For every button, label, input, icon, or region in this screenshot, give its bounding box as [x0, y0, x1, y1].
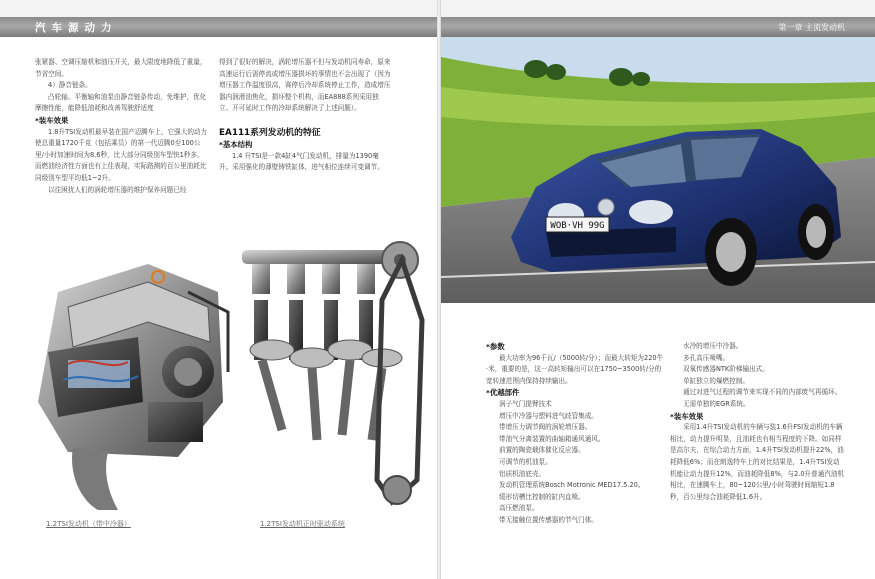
right-column-1 — [486, 341, 664, 527]
timing-drive-system-illustration — [232, 240, 432, 518]
list-item: 带增压力调节阀的涡轮增压器。 — [499, 423, 592, 432]
paragraph: 凸轮轴、平衡轴和油泵由静音链条传动，免维护，优化摩擦性能，能降低油耗和改善驾驶舒适度 — [35, 92, 207, 113]
paragraph: 1.4 升TSI是一款4缸4气门发动机，排量为1390毫升。采用强化的薄壁铸铁缸体，进气相位连续可变调节。 — [219, 151, 384, 172]
figure-caption: 1.2TSI发动机（带中冷器） — [46, 520, 131, 528]
paragraph: 4）静音链条。 — [48, 81, 92, 90]
paragraph: 得到了很好的解决，涡轮增压器不但与发动机同寿命，原来高速运行后需停流或增压器损坏的事情也不会出现了（因为增压器工作温度很高，赛停后冷却系统停止工作，造成增压器内润滑油焦化，损坏整个机构，而EA888系列采用独立、开可延时工作的冷却系统解决了上述问题）。 — [219, 58, 391, 113]
list-item: 可调节的机油泵。 — [499, 457, 552, 466]
vw-golf-photo — [441, 37, 875, 303]
chapter-title: 第一章 主流发动机 — [778, 23, 845, 32]
paragraph: 最大功率为96千瓦/（5000转/分）；而最大转矩为220牛·米，重要的是，这一高转矩输出可以在1750~3500转/分的宽转速范围内保持持续输出。 — [486, 353, 664, 385]
engine-with-intercooler-illustration — [28, 252, 233, 514]
list-item: 高压燃油泵。 — [499, 504, 539, 513]
paragraph: 以往困扰人们的涡轮增压器的维护保养问题已经 — [48, 185, 187, 194]
car-photo — [441, 37, 875, 303]
paragraph: 采用1.4升TSI发动机的车辆与装1.6升FSI发动机的车辆相比，动力提升明显，且油耗也有相当程度的下降。如同样是高尔夫，在综合动力方面，1.4升TSI发动机提升22%，油耗降低6%；而在朗逸特车上的对比结果是，1.4升TSI发动机能让动力提升12%，而油耗降低8%，与2.0升普通汽油机相比，在速腾车上，80~120公里/小时驾驶时间缩短1.8秒，百公里综合油耗降低1.6升。 — [670, 423, 845, 501]
license-plate: WOB·VH 99G — [550, 221, 605, 231]
section-subheading: *装车效果 — [670, 411, 704, 421]
list-item: 通过对进气过程的调节来实现不同的内部废气再循环。 — [683, 388, 842, 397]
paragraph: 1.8升TSI发动机最早装在国产迈腾车上，它强大的动力使总重量1720千克（包括乘员）的第一代迈腾0至100公里/小时加速时间为8.6秒，比大部分同级别车型快1秒多。而燃油经济性方面也有上佳表现，实际路测的百公里油耗比同级别车型平均低1~2升。 — [35, 127, 208, 182]
right-column-2 — [670, 341, 845, 503]
list-item: 双氧传感器NTK阶梯输出式。 — [683, 365, 769, 374]
list-item: 带无接触位置传感器的节气门体。 — [499, 515, 598, 524]
book-title: 汽车源动力 — [35, 22, 118, 34]
left-page-header — [0, 17, 437, 37]
left-column-1 — [35, 57, 208, 196]
section-subheading: *基本结构 — [219, 139, 253, 149]
section-subheading: *参数 — [486, 342, 505, 351]
section-subheading: *装车效果 — [35, 115, 69, 125]
list-item: 涡子气门提臂技术 — [499, 399, 552, 408]
list-item: 无需单独的EGR系统。 — [683, 399, 750, 408]
section-heading: EA111系列发动机的特征 — [219, 127, 321, 138]
list-item: 单缸独立的爆燃控制。 — [683, 376, 749, 385]
paragraph: 张紧器、空调压缩机和油压开关，最大限度地降低了重量，节省空间。 — [35, 58, 207, 78]
section-subheading: *优越部件 — [486, 388, 520, 398]
list-item: 多孔高压喷嘴。 — [683, 353, 730, 362]
list-item: 增压中冷器与塑料进气歧管集成。 — [499, 411, 598, 420]
list-item: 铝质机油底壳。 — [499, 469, 546, 478]
right-page-header — [441, 17, 875, 37]
list-item: 带油气分离装置的曲轴箱通风通风。 — [499, 434, 605, 443]
figure-caption: 1.2TSI发动机正时驱动系统 — [260, 520, 345, 528]
list-item: 前置的陶瓷载体催化反应器。 — [499, 446, 585, 455]
list-item: 水冷的增压中冷器。 — [683, 342, 743, 350]
list-item: 缓形切槽比控制的缸内直喷。 — [499, 492, 585, 501]
list-item: 发动机管理系统Bosch Motronic MED17.5.20。 — [499, 481, 645, 490]
left-column-2 — [219, 57, 391, 174]
